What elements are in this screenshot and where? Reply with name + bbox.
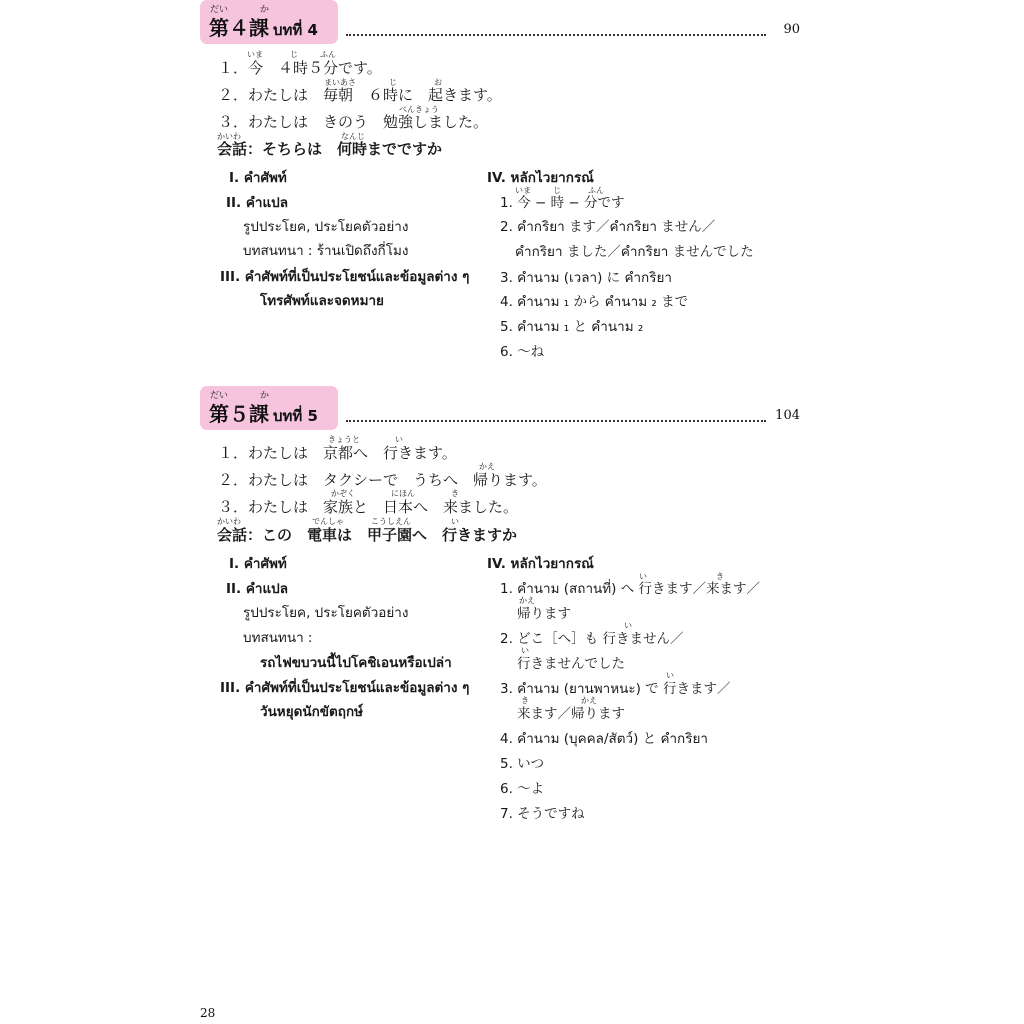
dotted-leader — [346, 420, 766, 422]
ruby-text: かえ — [519, 596, 535, 605]
ruby-text: ふん — [320, 50, 336, 59]
ruby-text: い — [624, 621, 632, 630]
lesson-badge — [200, 386, 338, 430]
ruby-text: べんきょう — [399, 105, 439, 114]
ruby-text: い — [451, 517, 459, 526]
example-sentence: ２．わたしは 毎朝 ６時に 起きます。 — [218, 86, 502, 104]
grammar-item: 2. どこ［へ］も 行きません／ — [500, 631, 684, 647]
toc-subitem: โทรศัพท์และจดหมาย — [260, 293, 384, 309]
grammar-item: 4. คำนาม (บุคคล/สัตว์) と คำกริยา — [500, 731, 708, 747]
lesson-4-header — [200, 0, 800, 46]
grammar-item: 1. 今 − 時 − 分です — [500, 195, 625, 211]
toc-subitem: รูปประโยค, ประโยคตัวอย่าง — [243, 219, 409, 235]
example-sentence: １．わたしは 京都へ 行きます。 — [218, 444, 457, 462]
page-reference: 90 — [783, 22, 800, 37]
grammar-item: 6. ～よ — [500, 781, 545, 797]
ruby-text: にほん — [391, 489, 415, 498]
example-sentence: ２．わたしは タクシーで うちへ 帰ります。 — [218, 471, 547, 489]
ruby-text: じ — [290, 50, 298, 59]
ruby-text: い — [639, 572, 647, 581]
grammar-item: 6. ～ね — [500, 344, 545, 360]
ruby-text: じ — [389, 78, 397, 87]
example-sentence: １．今 ４時５分です。 — [218, 59, 382, 77]
ruby-text: きょうと — [328, 435, 360, 444]
ruby-text: だい — [210, 391, 229, 401]
toc-subitem: บทสนทนา : — [243, 630, 313, 646]
ruby-text: き — [716, 572, 724, 581]
ruby-text: なんじ — [341, 132, 365, 141]
ruby-text: まいあさ — [324, 78, 356, 87]
grammar-item: 行きませんでした — [517, 656, 625, 672]
toc-item: I. คำศัพท์ — [229, 170, 287, 186]
grammar-item: 来ます／帰ります — [517, 706, 625, 722]
ruby-text: か — [260, 391, 270, 401]
toc-subitem: วันหยุดนักขัตฤกษ์ — [260, 704, 364, 720]
ruby-text: でんしゃ — [312, 517, 344, 526]
example-sentence: ３．わたしは 家族と 日本へ 来ました。 — [218, 498, 519, 516]
example-sentence: ３．わたしは きのう 勉強しました。 — [218, 113, 489, 131]
conversation-title: 会話：この 電車は 甲子園へ 行きますか — [217, 526, 518, 544]
ruby-text: じ — [553, 186, 561, 195]
ruby-text: いま — [515, 186, 531, 195]
grammar-item: 7. そうですね — [500, 806, 585, 822]
ruby-text: かいわ — [217, 132, 241, 141]
ruby-text: ふん — [588, 186, 604, 195]
grammar-item: คำกริยา ました／คำกริยา ませんでした — [515, 244, 754, 260]
grammar-item: 4. คำนาม ₁ から คำนาม ₂ まで — [500, 294, 689, 310]
grammar-item: 3. คำนาม (เวลา) に คำกริยา — [500, 270, 672, 286]
ruby-text: い — [521, 646, 529, 655]
lesson-5-header — [200, 386, 800, 432]
toc-subitem: รถไฟขบวนนี้ไปโคชิเอนหรือเปล่า — [260, 655, 452, 671]
grammar-item: 2. คำกริยา ます／คำกริยา ません／ — [500, 219, 716, 235]
toc-item: III. คำศัพท์ที่เป็นประโยชน์และข้อมูลต่าง ๆ — [220, 680, 470, 696]
toc-item: II. คำแปล — [226, 195, 289, 211]
ruby-text: かぞく — [331, 489, 355, 498]
grammar-title: IV. หลักไวยากรณ์ — [487, 556, 594, 572]
ruby-text: き — [451, 489, 459, 498]
ruby-text: いま — [247, 50, 263, 59]
conversation-title: 会話：そちらは 何時までですか — [217, 140, 443, 158]
ruby-text: かえ — [479, 462, 495, 471]
toc-item: I. คำศัพท์ — [229, 556, 287, 572]
grammar-item: 5. いつ — [500, 756, 545, 772]
dotted-leader — [346, 34, 766, 36]
lesson-number-th: บทที่ 4 — [273, 21, 318, 39]
grammar-item: 3. คำนาม (ยานพาหนะ) で 行きます／ — [500, 681, 731, 697]
page-number: 28 — [200, 1006, 216, 1020]
ruby-text: い — [395, 435, 403, 444]
ruby-text: か — [260, 5, 270, 15]
lesson-number-th: บทที่ 5 — [273, 407, 318, 425]
ruby-text: だい — [210, 5, 229, 15]
toc-item: II. คำแปล — [226, 581, 289, 597]
ruby-text: かえ — [581, 696, 597, 705]
lesson-number-jp: 第４課 — [209, 16, 269, 40]
grammar-item: 1. คำนาม (สถานที่) へ 行きます／来ます／ — [500, 581, 761, 597]
grammar-item: 帰ります — [517, 606, 571, 622]
ruby-text: き — [521, 696, 529, 705]
lesson-badge — [200, 0, 338, 44]
ruby-text: こうしえん — [371, 517, 411, 526]
toc-subitem: บทสนทนา : ร้านเปิดถึงกี่โมง — [243, 243, 409, 259]
ruby-text: い — [666, 671, 674, 680]
page-reference: 104 — [775, 408, 800, 423]
ruby-text: かいわ — [217, 517, 241, 526]
toc-item: III. คำศัพท์ที่เป็นประโยชน์และข้อมูลต่าง ๆ — [220, 269, 470, 285]
lesson-number-jp: 第５課 — [209, 402, 269, 426]
ruby-text: お — [434, 78, 442, 87]
grammar-item: 5. คำนาม ₁ と คำนาม ₂ — [500, 319, 644, 335]
grammar-title: IV. หลักไวยากรณ์ — [487, 170, 594, 186]
toc-subitem: รูปประโยค, ประโยคตัวอย่าง — [243, 605, 409, 621]
